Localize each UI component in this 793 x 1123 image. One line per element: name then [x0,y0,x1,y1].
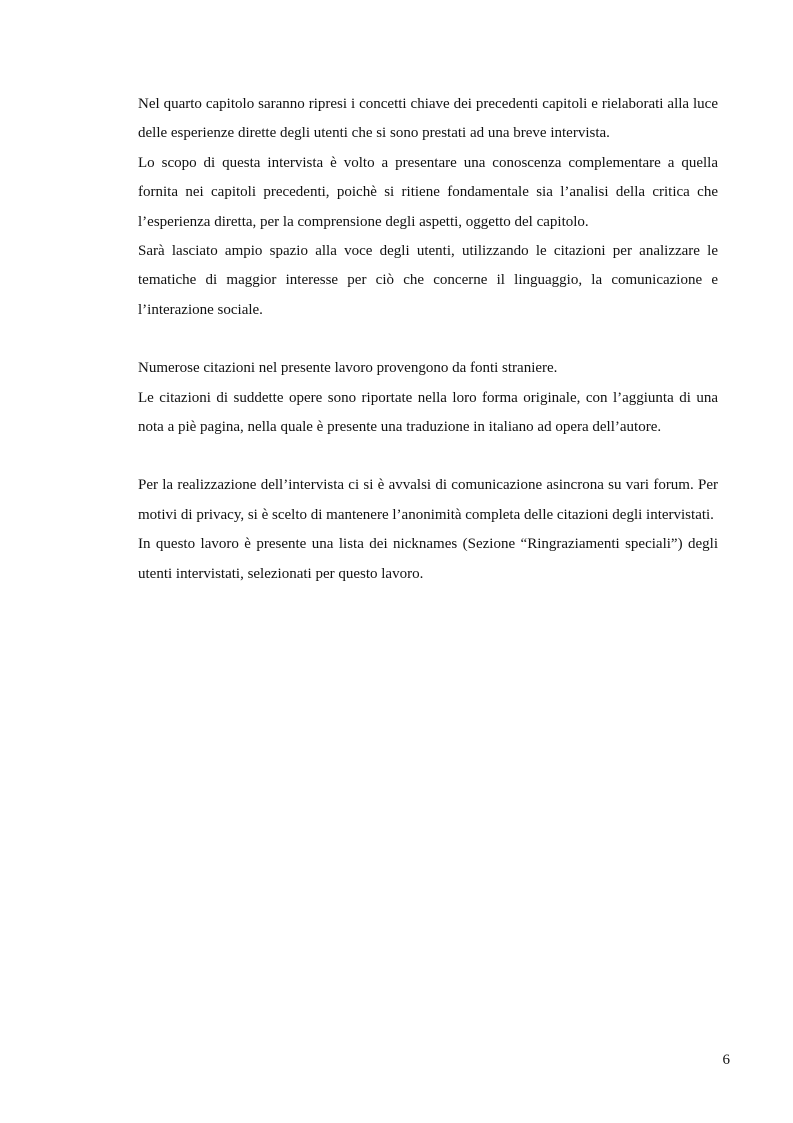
paragraph-spacer [138,442,718,471]
paragraph-spacer [138,325,718,354]
paragraph-interview-purpose: Lo scopo di questa intervista è volto a presentare una conoscenza complementare a quella fornita nei capitoli precedenti, poichè si ritiene fondamentale sia l’analisi della critica che l’esperienza diretta, per la comprensione degli aspetti, oggetto del capitolo. [138,154,718,230]
page-number: 6 [722,1052,730,1068]
paragraph-nicknames-list: In questo lavoro è presente una lista dei nicknames (Sezione “Ringraziamenti speciali”) degli utenti intervistati, selezionati per questo lavoro. [138,536,718,582]
paragraph-citation-translation: Le citazioni di suddette opere sono riportate nella loro forma originale, con l’aggiunta di una nota a piè pagina, nella quale è presente una traduzione in italiano ad opera dell’autore. [138,389,718,436]
paragraph-user-voice: Sarà lasciato ampio spazio alla voce degli utenti, utilizzando le citazioni per analizzare le tematiche di maggior interesse per ciò che concerne il linguaggio, la comunicazione e l’interazione sociale. [138,243,718,318]
paragraph-interview-method: Per la realizzazione dell’intervista ci si è avvalsi di comunicazione asincrona su vari forum. Per motivi di privacy, si è scelto di mantenere l’anonimità completa delle citazioni degli intervistati. [138,477,718,523]
page-body [138,90,718,589]
paragraph-chapter-four-intro: Nel quarto capitolo saranno ripresi i concetti chiave dei precedenti capitoli e rielaborati alla luce delle esperienze dirette degli utenti che si sono prestati ad una breve intervista. [138,96,718,142]
paragraph-foreign-sources: Numerose citazioni nel presente lavoro provengono da fonti straniere. [138,360,558,377]
